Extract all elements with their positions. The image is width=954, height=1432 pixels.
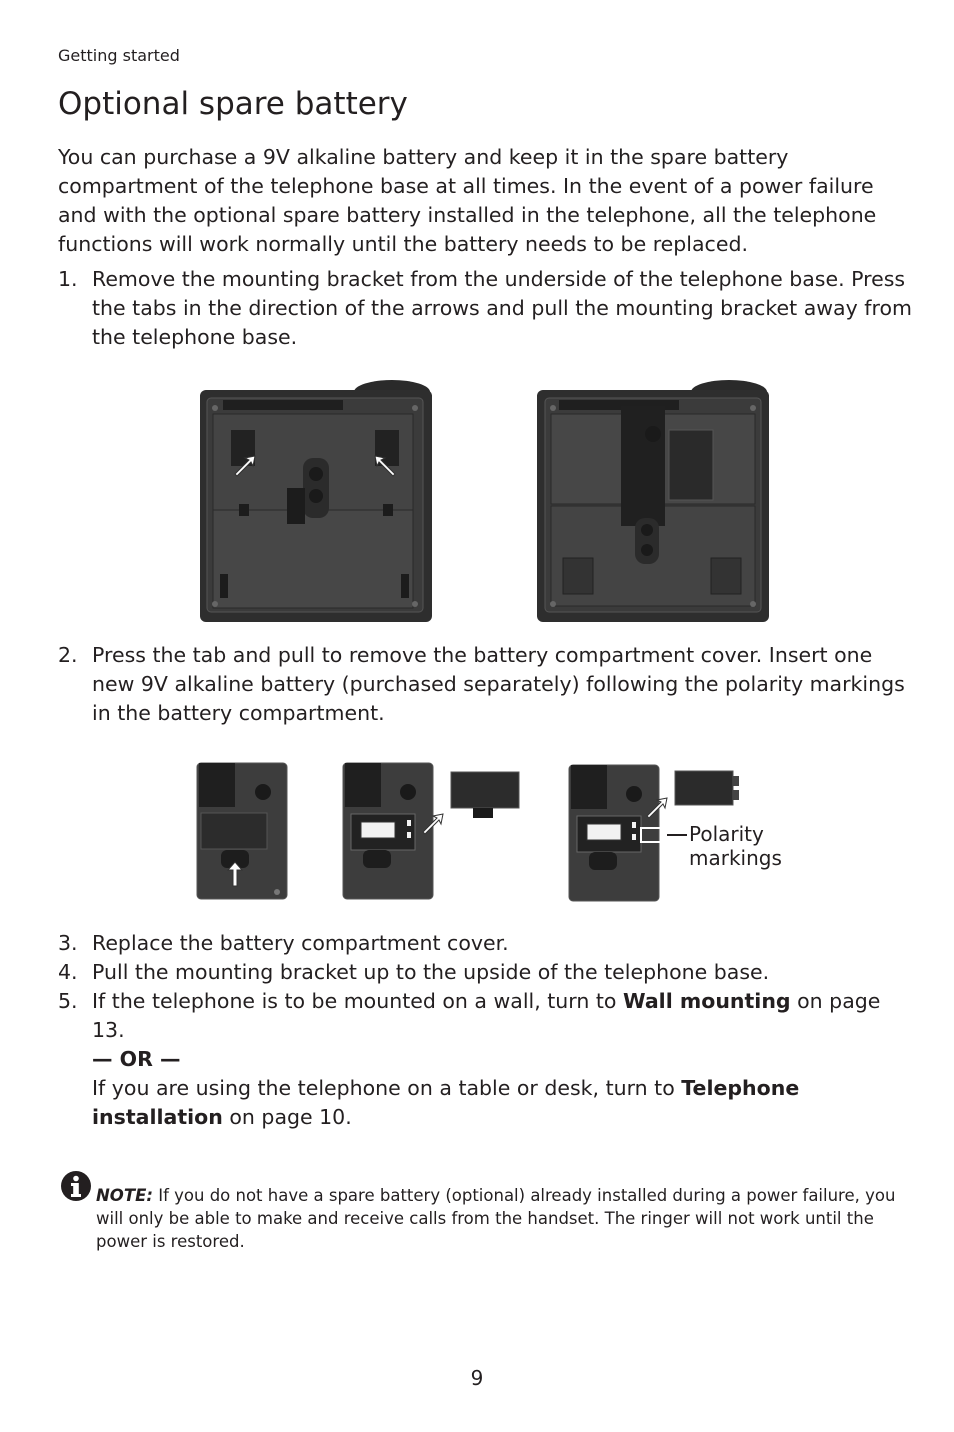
intro-paragraph: You can purchase a 9V alkaline battery and keep it in the spare battery compartment of the telephone base at all times. In the event of a power failure and with the optional spare battery installed in the telephone, all the telephone functions will work normally until the battery needs to be replaced. bbox=[58, 145, 877, 256]
page-number: 9 bbox=[470, 1366, 484, 1390]
note-text bbox=[96, 1170, 900, 1253]
section-label: Getting started bbox=[58, 46, 180, 65]
callout-line: markings bbox=[689, 846, 782, 870]
step-text: Press the tab and pull to remove the battery compartment cover. Insert one new 9V alkaline battery (purchased separately) following the polarity markings in the battery compartment. bbox=[92, 643, 905, 725]
step-number: 4. bbox=[58, 960, 78, 984]
step-4 bbox=[58, 958, 918, 987]
page-title: Optional spare battery bbox=[58, 86, 408, 122]
step-number: 3. bbox=[58, 931, 78, 955]
compartment-cover-closed bbox=[197, 763, 287, 899]
step-5 bbox=[58, 987, 918, 1132]
step-1 bbox=[58, 265, 918, 352]
step-3 bbox=[58, 929, 918, 958]
or-separator: — OR — bbox=[92, 1047, 181, 1071]
compartment-cover-removed bbox=[343, 763, 519, 899]
step-text-part: on page 10. bbox=[222, 1105, 352, 1129]
battery-insertion-illustration bbox=[195, 758, 755, 908]
note-body: If you do not have a spare battery (optional) already installed during a power failure, you will only be able to make and receive calls from the handset. The ringer will not work until the power is restored. bbox=[96, 1186, 896, 1251]
telephone-installation-reference: Telephone installation bbox=[92, 1076, 800, 1129]
step-text-part: If the telephone is to be mounted on a wall, turn to bbox=[92, 989, 623, 1013]
step-2 bbox=[58, 641, 918, 728]
bracket-removal-illustration bbox=[195, 378, 775, 628]
note-label: NOTE: bbox=[96, 1186, 153, 1205]
base-underside-view-left bbox=[200, 380, 432, 622]
polarity-callout bbox=[689, 822, 782, 870]
info-icon bbox=[60, 1170, 92, 1202]
note-box bbox=[60, 1170, 900, 1253]
step-number: 1. bbox=[58, 267, 78, 291]
step-text: Pull the mounting bracket up to the upside of the telephone base. bbox=[92, 960, 770, 984]
step-text: Remove the mounting bracket from the underside of the telephone base. Press the tabs in the direction of the arrows and pull the mounting bracket away from the telephone base. bbox=[92, 267, 912, 349]
step-text: Replace the battery compartment cover. bbox=[92, 931, 509, 955]
step-text-part: If you are using the telephone on a table or desk, turn to bbox=[92, 1076, 682, 1100]
step-number: 2. bbox=[58, 643, 78, 667]
step-text bbox=[92, 987, 918, 1132]
wall-mounting-reference: Wall mounting bbox=[622, 989, 791, 1013]
base-underside-view-right bbox=[537, 380, 769, 622]
step-text-part: on page 13. bbox=[92, 989, 881, 1042]
step-number: 5. bbox=[58, 989, 78, 1013]
callout-line: Polarity bbox=[689, 822, 764, 846]
